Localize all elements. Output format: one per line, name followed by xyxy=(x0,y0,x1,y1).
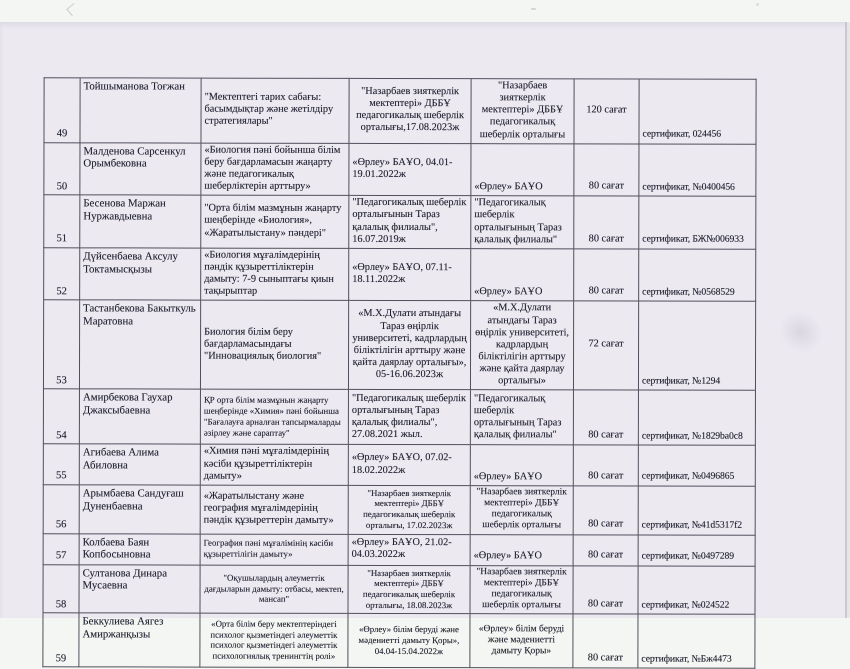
course-organization: «Өрлеу» БАҰО, 07.02-18.02.2022ж xyxy=(348,445,470,486)
course-title: "Оқушылардың әлеуметтік дағдыларын дамыту: отбасы, мектеп, мансап" xyxy=(200,565,348,614)
certificate-organization: "Педагогикалық шеберлік орталығының Тараз қалалық филиалы" xyxy=(471,196,574,249)
table-row xyxy=(43,300,755,390)
teacher-name: Малденова Сарсенкул Орымбековна xyxy=(80,143,201,196)
hours-cell: 72 сағат xyxy=(573,301,638,390)
course-title: Биология білім беру бағдарламасындағы "Инновациялық биология" xyxy=(200,300,348,389)
certificate-number: сертификат, №0400456 xyxy=(639,144,756,197)
page-edge-shadow xyxy=(845,22,847,618)
certificate-number: сертификат, №0497289 xyxy=(638,535,755,566)
table-row xyxy=(43,564,755,614)
course-organization: "Педагогикалық шеберлік орталығының Тараз қалалық филиалы", 27.08.2021 жыл. xyxy=(348,390,470,445)
certificate-organization: "Назарбаев зияткерлік мектептері» ДББҰ педагогикалық шеберлік орталығы xyxy=(470,565,573,614)
teacher-name: Султанова Динара Мусаевна xyxy=(79,564,200,613)
table-row xyxy=(44,195,756,249)
teacher-name: Бесенова Маржан Нуржавдыевна xyxy=(80,195,201,248)
course-organization: «Өрлеу» БАҰО, 21.02-04.03.2022ж xyxy=(348,534,470,565)
hours-cell: 80 сағат xyxy=(573,390,638,445)
row-number-cell: 56 xyxy=(43,485,79,534)
certificate-number: сертификат, №41d5317f2 xyxy=(638,486,755,535)
course-organization: "Педагогикалық шеберлік орталығынын Тараз қалалық филиалы", 16.07.2019ж xyxy=(349,196,471,249)
row-number-cell: 57 xyxy=(43,533,79,564)
certificate-number: сертификат, №Бж4473 xyxy=(638,614,755,668)
certificate-number: сертификат, №024522 xyxy=(638,566,755,615)
teacher-name: Дүйсенбаева Аксулу Токтамысқызы xyxy=(80,248,201,301)
certificate-number: сертификат, №0496865 xyxy=(638,445,755,486)
table-row xyxy=(43,444,755,486)
table-row xyxy=(43,613,755,668)
row-number-cell: 50 xyxy=(44,142,80,195)
scan-speck xyxy=(756,3,759,6)
certificate-organization: «Өрлеу» білім беруді және мәдениетті дамыту Қоры» xyxy=(470,614,573,668)
teacher-name: Амирбекова Гаухар Джаксыбаевна xyxy=(79,389,200,444)
course-organization: "Назарбаев зияткерлік мектептері» ДББҰ педагогикалық шеберлік орталығы, 17.02.2023ж xyxy=(348,485,470,534)
hours-cell: 120 сағат xyxy=(574,79,639,144)
certificate-organization: «Өрлеу» БАҰО xyxy=(470,534,573,565)
hours-cell: 80 сағат xyxy=(574,249,639,302)
hours-cell: 80 сағат xyxy=(574,144,639,197)
course-title: География пәні мұғалімінің кәсіби құзыреттілігін дамыту» xyxy=(200,534,348,565)
course-organization: "Назарбаев зияткерлік мектептері» ДББҰ педагогикалық шеберлік орталығы,17.08.2023ж xyxy=(349,78,471,143)
course-title: «Биология пәні бойынша білім беру бағдарламасын жаңарту және педагогикалық шеберліктерін арттыру» xyxy=(201,143,349,196)
hours-cell: 80 сағат xyxy=(573,565,638,614)
teacher-name: Арымбаева Сандуғаш Дуненбаевна xyxy=(79,485,200,534)
row-number-cell: 58 xyxy=(43,564,79,613)
course-title: «Орта білім беру мектептеріндегі психолог қызметіндегі әлеуметтік психолог қызметіндегі әлеуметтік психологиялық тренингтің ролі» xyxy=(200,614,348,668)
table-row xyxy=(43,389,755,445)
row-number-cell: 59 xyxy=(43,613,79,667)
hours-cell: 80 сағат xyxy=(573,486,638,535)
course-organization: «Өрлеу» БАҰО, 07.11-18.11.2022ж xyxy=(349,248,471,301)
certificate-organization: "Назарбаев зияткерлік мектептері» ДББҰ педагогикалық шеберлік орталығы xyxy=(471,79,574,144)
row-number-cell: 52 xyxy=(44,248,80,301)
scan-smudge xyxy=(771,302,832,362)
row-number-cell: 54 xyxy=(43,389,79,444)
hours-cell: 80 сағат xyxy=(573,614,638,668)
pencil-mark xyxy=(66,3,79,16)
teacher-name: Беккулиева Аягез Амиржанқызы xyxy=(79,613,200,667)
teacher-name: Тойшыманова Тоғжан xyxy=(80,78,201,143)
certificate-number: сертификат, №1829ba0c8 xyxy=(638,390,755,445)
row-number-cell: 55 xyxy=(43,444,79,484)
table-row xyxy=(44,142,756,196)
course-organization: «Өрлеу» білім беруді және мәдениетті дамыту Қоры», 04.04-15.04.2022ж xyxy=(348,614,470,668)
course-title: «Биология мұғалімдерінің пәндік құзыреттіліктерін дамыту: 7-9 сыныптағы қиын тақырыптар xyxy=(201,248,349,301)
certificate-organization: «Өрлеу» БАҰО xyxy=(471,143,574,196)
certificate-number: сертификат, №0568529 xyxy=(639,249,756,302)
course-organization: «М.Х.Дулати атындағы Тараз өңірлік университеті, кадрлардың біліктілігін арттыру және қайта даярлау орталығы», 05-16.06.2023ж xyxy=(348,301,470,390)
scan-speck xyxy=(531,8,536,10)
table-row xyxy=(43,485,755,535)
certificate-organization: «Өрлеу» БАҰО xyxy=(470,445,573,486)
teacher-name: Колбаева Баян Копбосыновна xyxy=(79,533,200,564)
certificate-number: сертификат, №1294 xyxy=(638,301,755,390)
course-title: ҚР орта білім мазмұнын жаңарту шеңберінде «Химия» пәні бойынша "Бағалауға арналған тапсырмаларды әзірлеу және сараптау" xyxy=(200,389,348,444)
certificate-organization: «Өрлеу» БАҰО xyxy=(471,248,574,301)
row-number-cell: 49 xyxy=(44,78,80,143)
row-number-cell: 53 xyxy=(43,300,79,389)
table-row xyxy=(44,78,756,144)
row-number-cell: 51 xyxy=(44,195,80,248)
teacher-name: Агибаева Алима Абиловна xyxy=(79,444,200,485)
certificate-organization: "Педагогикалық шеберлік орталығының Тараз қалалық филиалы" xyxy=(470,390,573,445)
certificate-number: сертификат, 024456 xyxy=(639,79,756,144)
hours-cell: 80 сағат xyxy=(573,534,638,565)
certificate-number: сертификат, БЖ№006933 xyxy=(639,196,756,249)
course-organization: "Назарбаев зияткерлік мектептері» ДББҰ педагогикалық шеберлік орталығы, 18.08.2023ж xyxy=(348,565,470,614)
course-title: "Мектептегі тарих сабағы: басымдықтар және жетілдіру стратегиялары" xyxy=(201,78,349,143)
course-organization: «Өрлеу» БАҰО, 04.01-19.01.2022ж xyxy=(349,143,471,196)
hours-cell: 80 сағат xyxy=(574,196,639,249)
table-row xyxy=(43,533,755,565)
course-title: "Орта білім мазмұнын жаңарту шеңберінде «Биология», «Жаратылыстану» пәндері" xyxy=(201,195,349,248)
training-records-table xyxy=(42,77,756,669)
teacher-name: Тастанбекова Бакыткуль Маратовна xyxy=(79,300,200,389)
table-row xyxy=(44,248,756,302)
course-title: «Жаратылыстану және география мұғалімдерінің пәндік құзыреттерін дамыту» xyxy=(200,485,348,534)
certificate-organization: "Назарбаев зияткерлік мектептері» ДББҰ педагогикалық шеберлік орталығы xyxy=(470,485,573,534)
hours-cell: 80 сағат xyxy=(573,445,638,486)
certificate-organization: «М.Х.Дулати атындағы Тараз өңірлік университеті, кадрлардың біліктілігін арттыру және қайта даярлау орталығы» xyxy=(470,301,573,390)
course-title: «Химия пәні мұғалімдерінің кәсіби құзыреттіліктерін дамыту» xyxy=(200,444,348,485)
